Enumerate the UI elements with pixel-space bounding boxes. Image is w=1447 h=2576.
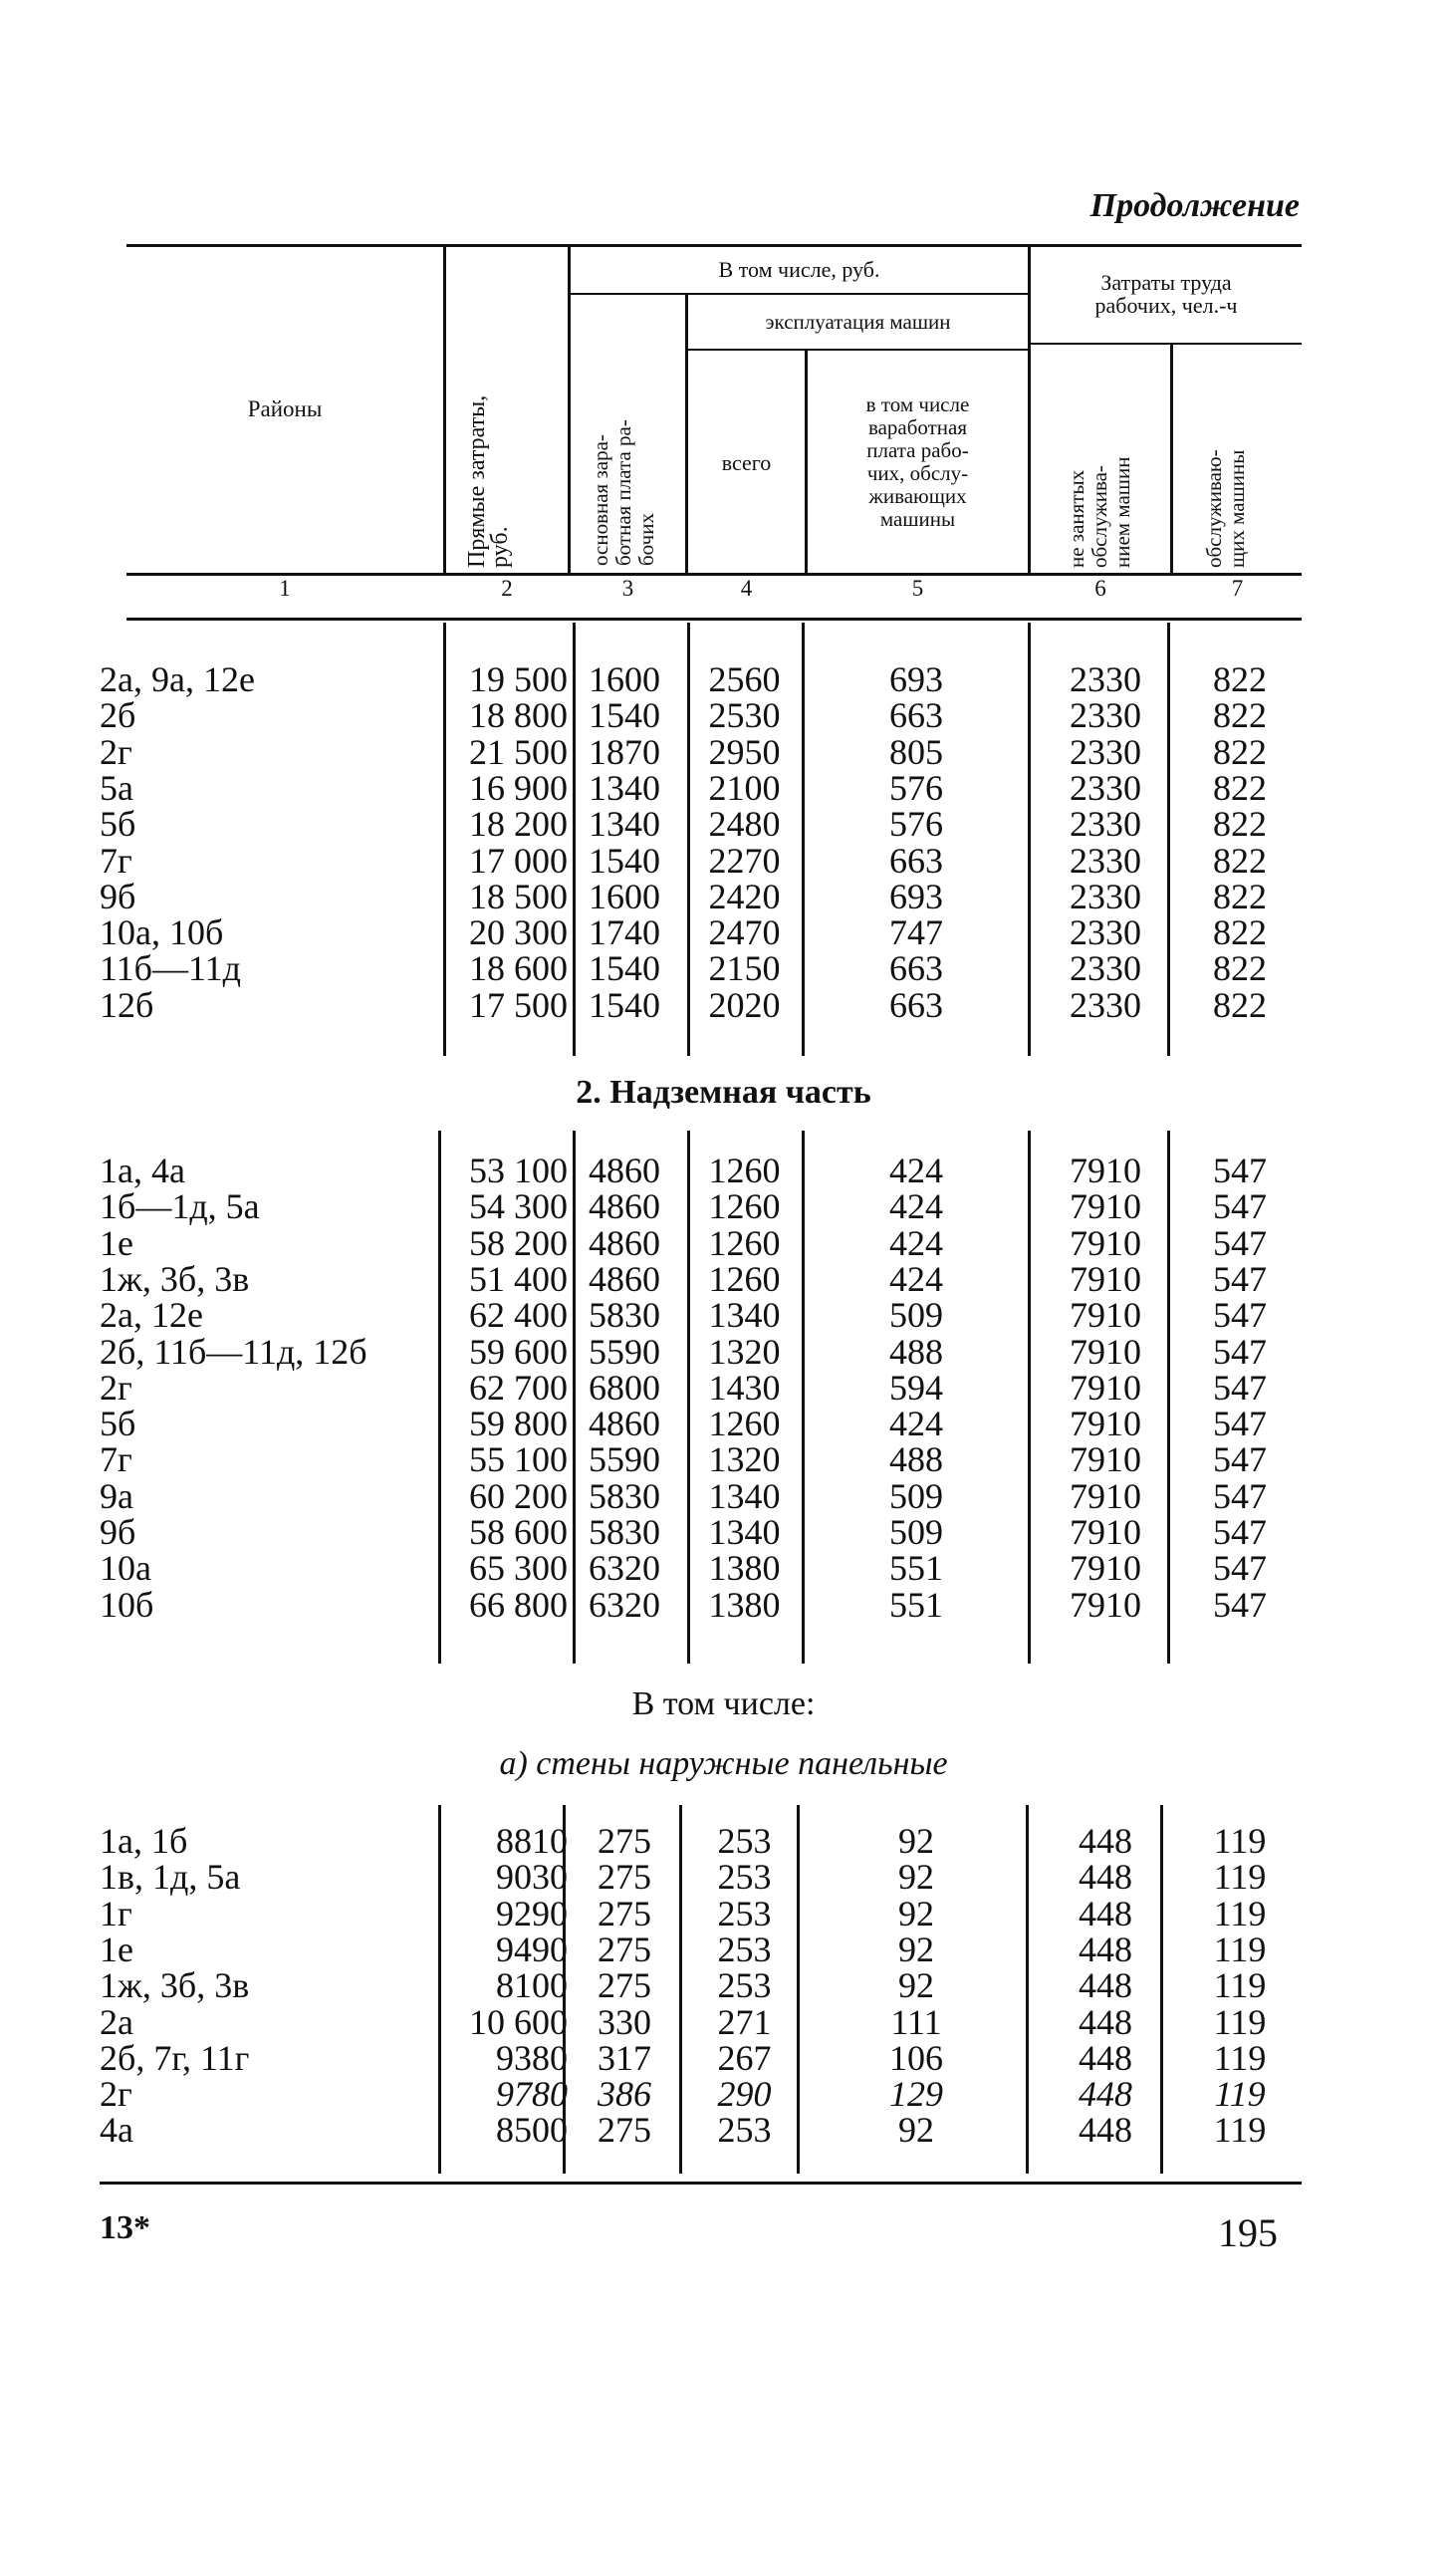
direct-cost-cell: 53 100 [469, 1151, 568, 1190]
region-cell: 2г [100, 1367, 132, 1408]
header-group-machines: эксплуатация машин [765, 309, 951, 334]
machine-total-cell: 253 [717, 1929, 772, 1969]
labor-nonmachine-cell: 7910 [1070, 1222, 1141, 1263]
machine-wage-cell: 129 [889, 2074, 943, 2115]
machine-wage-cell: 509 [889, 1295, 943, 1336]
region-cell: 2б, 7г, 11г [100, 2037, 250, 2078]
labor-nonmachine-cell: 7910 [1070, 1331, 1141, 1372]
machine-total-cell: 1380 [708, 1584, 781, 1625]
machine-wage-cell: 92 [898, 2110, 934, 2151]
direct-cost-cell: 58 600 [469, 1512, 568, 1552]
region-cell: 5а [100, 767, 133, 808]
base-wage-cell: 1600 [589, 876, 660, 916]
direct-cost-cell: 16 900 [469, 767, 568, 808]
labor-nonmachine-cell: 2330 [1070, 767, 1141, 808]
labor-machine-cell: 119 [1213, 2110, 1267, 2151]
header-col2: Прямые затраты, руб. [464, 394, 513, 568]
region-cell: 5б [100, 804, 136, 845]
direct-cost-cell: 62 400 [469, 1295, 568, 1336]
machine-wage-cell: 92 [898, 1821, 934, 1861]
machine-total-cell: 1260 [708, 1151, 781, 1190]
table-row [0, 948, 1447, 989]
table-row [0, 1823, 1447, 1859]
header-col4: всего [721, 449, 772, 475]
direct-cost-cell: 10 600 [469, 2001, 568, 2042]
region-cell: 9б [100, 876, 136, 916]
direct-cost-cell: 59 800 [469, 1404, 568, 1444]
table-row [0, 1514, 1447, 1550]
direct-cost-cell: 18 800 [469, 695, 568, 736]
machine-total-cell: 2530 [708, 695, 781, 736]
table-row [0, 876, 1447, 916]
table-row [0, 1367, 1447, 1408]
labor-machine-cell: 822 [1213, 767, 1267, 808]
machine-total-cell: 267 [717, 2037, 772, 2078]
base-wage-cell: 6320 [589, 1584, 660, 1625]
labor-nonmachine-cell: 448 [1079, 1857, 1132, 1898]
machine-wage-cell: 805 [889, 731, 943, 772]
machine-total-cell: 253 [717, 1965, 772, 2006]
machine-wage-cell: 551 [889, 1584, 943, 1625]
machine-wage-cell: 576 [889, 804, 943, 845]
base-wage-cell: 5590 [589, 1331, 660, 1372]
region-cell: 1а, 4а [100, 1151, 185, 1190]
region-cell: 2б [100, 695, 136, 736]
direct-cost-cell: 18 600 [469, 948, 568, 989]
region-cell: 9а [100, 1475, 133, 1516]
labor-nonmachine-cell: 448 [1079, 2037, 1132, 2078]
machine-total-cell: 2100 [708, 767, 781, 808]
labor-machine-cell: 119 [1213, 1929, 1267, 1969]
base-wage-cell: 4860 [589, 1404, 660, 1444]
region-cell: 2г [100, 2074, 132, 2115]
header-col7: обслуживаю- щих машины [1202, 449, 1249, 568]
base-wage-cell: 5830 [589, 1295, 660, 1336]
base-wage-cell: 5830 [589, 1475, 660, 1516]
region-cell: 4а [100, 2110, 133, 2151]
table-row [0, 2001, 1447, 2042]
labor-nonmachine-cell: 2330 [1070, 695, 1141, 736]
cost-group-rule [568, 293, 1028, 295]
table-row [0, 1331, 1447, 1372]
base-wage-cell: 275 [598, 1893, 651, 1933]
machine-total-cell: 2420 [708, 876, 781, 916]
base-wage-cell: 1600 [589, 659, 660, 699]
region-cell: 7г [100, 840, 132, 881]
table-row [0, 2037, 1447, 2078]
region-cell: 10а [100, 1548, 151, 1589]
base-wage-cell: 317 [598, 2037, 651, 2078]
base-wage-cell: 1540 [589, 948, 660, 989]
region-cell: 2а, 9а, 12е [100, 659, 255, 699]
base-wage-cell: 4860 [589, 1222, 660, 1263]
region-cell: 11б—11д [100, 948, 241, 989]
machine-total-cell: 1340 [708, 1295, 781, 1336]
base-wage-cell: 4860 [589, 1151, 660, 1190]
header-group-labor: Затраты труда рабочих, чел.-ч [1094, 270, 1238, 318]
labor-machine-cell: 547 [1213, 1367, 1267, 1408]
direct-cost-cell: 54 300 [469, 1186, 568, 1227]
base-wage-cell: 1340 [589, 804, 660, 845]
table-row [0, 1965, 1447, 2006]
machine-total-cell: 1260 [708, 1404, 781, 1444]
table-row [0, 912, 1447, 953]
region-cell: 1б—1д, 5а [100, 1186, 260, 1227]
machine-wage-cell: 747 [889, 912, 943, 953]
machine-total-cell: 2950 [708, 731, 781, 772]
table-row [0, 840, 1447, 881]
machine-total-cell: 1320 [708, 1331, 781, 1372]
machine-wage-cell: 488 [889, 1331, 943, 1372]
table-row [0, 1893, 1447, 1933]
labor-machine-cell: 119 [1213, 1893, 1267, 1933]
labor-machine-cell: 119 [1214, 2074, 1266, 2115]
header-col1: Районы [247, 396, 323, 421]
labor-machine-cell: 547 [1213, 1151, 1267, 1190]
base-wage-cell: 275 [598, 1929, 651, 1969]
direct-cost-cell: 8100 [496, 1965, 568, 2006]
region-cell: 10а, 10б [100, 912, 224, 953]
direct-cost-cell: 17 500 [469, 984, 568, 1025]
region-cell: 1а, 1б [100, 1821, 188, 1861]
labor-nonmachine-cell: 2330 [1070, 948, 1141, 989]
header-group-cost: В том числе, руб. [718, 256, 880, 282]
labor-machine-cell: 119 [1213, 2037, 1267, 2078]
base-wage-cell: 330 [598, 2001, 651, 2042]
labor-nonmachine-cell: 448 [1079, 2001, 1132, 2042]
base-wage-cell: 275 [598, 2110, 651, 2151]
direct-cost-cell: 9030 [496, 1857, 568, 1898]
machine-total-cell: 2150 [708, 948, 781, 989]
machine-wage-cell: 92 [898, 1857, 934, 1898]
labor-nonmachine-cell: 7910 [1070, 1295, 1141, 1336]
machine-wage-cell: 594 [889, 1367, 943, 1408]
table-bottom-rule [100, 2182, 1302, 2185]
direct-cost-cell: 9490 [496, 1929, 568, 1969]
labor-nonmachine-cell: 2330 [1070, 840, 1141, 881]
table-row [0, 695, 1447, 736]
machine-wage-cell: 509 [889, 1512, 943, 1552]
machine-wage-cell: 693 [889, 876, 943, 916]
column-number: 6 [1094, 576, 1106, 601]
machine-wage-cell: 663 [889, 695, 943, 736]
base-wage-cell: 1540 [589, 984, 660, 1025]
region-cell: 9б [100, 1512, 136, 1552]
base-wage-cell: 4860 [589, 1186, 660, 1227]
machine-wage-cell: 92 [898, 1893, 934, 1933]
base-wage-cell: 1540 [589, 840, 660, 881]
labor-nonmachine-cell: 7910 [1070, 1584, 1141, 1625]
labor-machine-cell: 547 [1213, 1584, 1267, 1625]
table-row [0, 1857, 1447, 1898]
column-number: 7 [1231, 576, 1244, 601]
table-row [0, 1222, 1447, 1263]
machine-wage-cell: 663 [889, 948, 943, 989]
header-col5: в том числе ваработная плата рабо- чих, обслу- живающих машины [865, 392, 970, 531]
direct-cost-cell: 17 000 [469, 840, 568, 881]
region-cell: 7г [100, 1439, 132, 1480]
labor-nonmachine-cell: 448 [1079, 1965, 1132, 2006]
machine-total-cell: 1340 [708, 1475, 781, 1516]
direct-cost-cell: 55 100 [469, 1439, 568, 1480]
table-row [0, 731, 1447, 772]
labor-machine-cell: 547 [1213, 1439, 1267, 1480]
machine-wage-cell: 424 [889, 1151, 943, 1190]
machine-wage-cell: 488 [889, 1439, 943, 1480]
machine-wage-cell: 106 [889, 2037, 943, 2078]
direct-cost-cell: 9380 [496, 2037, 568, 2078]
labor-nonmachine-cell: 7910 [1070, 1258, 1141, 1299]
machine-total-cell: 253 [717, 1893, 772, 1933]
labor-nonmachine-cell: 2330 [1070, 984, 1141, 1025]
continuation-label: Продолжение [1089, 187, 1300, 224]
machine-wage-cell: 663 [889, 840, 943, 881]
direct-cost-cell: 19 500 [469, 659, 568, 699]
base-wage-cell: 1870 [589, 731, 660, 772]
direct-cost-cell: 59 600 [469, 1331, 568, 1372]
section-2-title: 2. Надземная часть [576, 1074, 871, 1111]
labor-machine-cell: 547 [1213, 1404, 1267, 1444]
region-cell: 2б, 11б—11д, 12б [100, 1331, 367, 1372]
machine-total-cell: 2470 [708, 912, 781, 953]
table-row [0, 1404, 1447, 1444]
direct-cost-cell: 65 300 [469, 1548, 568, 1589]
direct-cost-cell: 9780 [496, 2074, 568, 2115]
labor-nonmachine-cell: 7910 [1070, 1404, 1141, 1444]
labor-machine-cell: 547 [1213, 1186, 1267, 1227]
including-label: В том числе: [631, 1685, 816, 1722]
labor-machine-cell: 547 [1213, 1222, 1267, 1263]
column-number: 5 [911, 576, 924, 601]
machine-total-cell: 253 [717, 1821, 772, 1861]
region-cell: 1е [100, 1222, 133, 1263]
table-row [0, 1153, 1447, 1188]
table-row [0, 1258, 1447, 1299]
machine-wage-cell: 92 [898, 1965, 934, 2006]
machine-total-cell: 2560 [708, 659, 781, 699]
labor-machine-cell: 822 [1213, 840, 1267, 881]
labor-machine-cell: 822 [1213, 731, 1267, 772]
direct-cost-cell: 9290 [496, 1893, 568, 1933]
region-cell: 2а [100, 2001, 133, 2042]
base-wage-cell: 1740 [589, 912, 660, 953]
column-number: 1 [279, 576, 291, 601]
labor-nonmachine-cell: 448 [1079, 2074, 1132, 2115]
labor-nonmachine-cell: 7910 [1070, 1367, 1141, 1408]
machine-wage-cell: 663 [889, 984, 943, 1025]
table-row [0, 1584, 1447, 1625]
labor-nonmachine-cell: 2330 [1070, 804, 1141, 845]
machine-wage-cell: 92 [898, 1929, 934, 1969]
signature-mark: 13* [100, 2209, 150, 2246]
region-cell: 1г [100, 1893, 132, 1933]
direct-cost-cell: 18 200 [469, 804, 568, 845]
table-row [0, 1929, 1447, 1969]
labor-nonmachine-cell: 2330 [1070, 659, 1141, 699]
region-cell: 12б [100, 984, 154, 1025]
machine-total-cell: 1260 [708, 1186, 781, 1227]
region-cell: 1е [100, 1929, 133, 1969]
labor-group-rule [1028, 343, 1302, 345]
labor-nonmachine-cell: 448 [1079, 1893, 1132, 1933]
labor-machine-cell: 547 [1213, 1475, 1267, 1516]
labor-nonmachine-cell: 2330 [1070, 912, 1141, 953]
header-bottom-rule [126, 618, 1302, 621]
labor-machine-cell: 119 [1213, 2001, 1267, 2042]
region-cell: 1ж, 3б, 3в [100, 1965, 250, 2006]
direct-cost-cell: 60 200 [469, 1475, 568, 1516]
base-wage-cell: 1340 [589, 767, 660, 808]
labor-nonmachine-cell: 7910 [1070, 1439, 1141, 1480]
base-wage-cell: 6320 [589, 1548, 660, 1589]
region-cell: 10б [100, 1584, 154, 1625]
base-wage-cell: 6800 [589, 1367, 660, 1408]
labor-machine-cell: 822 [1213, 659, 1267, 699]
labor-machine-cell: 547 [1213, 1295, 1267, 1336]
direct-cost-cell: 18 500 [469, 876, 568, 916]
header-col3: основная зара- ботная плата ра- бочих [589, 419, 658, 566]
labor-nonmachine-cell: 448 [1079, 2110, 1132, 2151]
base-wage-cell: 5590 [589, 1439, 660, 1480]
machine-total-cell: 1260 [708, 1222, 781, 1263]
labor-nonmachine-cell: 7910 [1070, 1512, 1141, 1552]
machine-wage-cell: 509 [889, 1475, 943, 1516]
table-row [0, 1548, 1447, 1589]
table-row [0, 1475, 1447, 1516]
machines-group-rule [687, 349, 1028, 351]
machine-wage-cell: 551 [889, 1548, 943, 1589]
labor-nonmachine-cell: 7910 [1070, 1475, 1141, 1516]
labor-nonmachine-cell: 7910 [1070, 1151, 1141, 1190]
column-number: 2 [501, 576, 513, 601]
machine-total-cell: 2270 [708, 840, 781, 881]
column-number: 3 [621, 576, 634, 601]
labor-machine-cell: 547 [1213, 1331, 1267, 1372]
labor-nonmachine-cell: 7910 [1070, 1186, 1141, 1227]
direct-cost-cell: 62 700 [469, 1367, 568, 1408]
labor-machine-cell: 547 [1213, 1548, 1267, 1589]
column-number: 4 [740, 576, 753, 601]
base-wage-cell: 1540 [589, 695, 660, 736]
labor-machine-cell: 119 [1213, 1965, 1267, 2006]
machine-total-cell: 1430 [708, 1367, 781, 1408]
direct-cost-cell: 66 800 [469, 1584, 568, 1625]
direct-cost-cell: 58 200 [469, 1222, 568, 1263]
labor-machine-cell: 547 [1213, 1512, 1267, 1552]
machine-total-cell: 2480 [708, 804, 781, 845]
machine-total-cell: 253 [717, 1857, 772, 1898]
table-row [0, 1439, 1447, 1480]
base-wage-cell: 275 [598, 1965, 651, 2006]
machine-total-cell: 2020 [708, 984, 781, 1025]
machine-total-cell: 1340 [708, 1512, 781, 1552]
machine-wage-cell: 693 [889, 659, 943, 699]
base-wage-cell: 275 [598, 1857, 651, 1898]
table-row [0, 1186, 1447, 1227]
labor-machine-cell: 822 [1213, 804, 1267, 845]
base-wage-cell: 275 [598, 1821, 651, 1861]
labor-nonmachine-cell: 2330 [1070, 731, 1141, 772]
machine-wage-cell: 424 [889, 1186, 943, 1227]
direct-cost-cell: 8810 [496, 1821, 568, 1861]
machine-total-cell: 1320 [708, 1439, 781, 1480]
labor-machine-cell: 822 [1213, 695, 1267, 736]
region-cell: 2г [100, 731, 132, 772]
header-divider [568, 244, 571, 573]
region-cell: 5б [100, 1404, 136, 1444]
machine-total-cell: 1380 [708, 1548, 781, 1589]
labor-nonmachine-cell: 448 [1079, 1929, 1132, 1969]
machine-wage-cell: 424 [889, 1258, 943, 1299]
direct-cost-cell: 51 400 [469, 1258, 568, 1299]
table-row [0, 661, 1447, 697]
header-col6: не занятых обслужива- нием машин [1065, 456, 1134, 568]
direct-cost-cell: 20 300 [469, 912, 568, 953]
table-row [0, 767, 1447, 808]
labor-nonmachine-cell: 7910 [1070, 1548, 1141, 1589]
labor-machine-cell: 119 [1213, 1857, 1267, 1898]
labor-machine-cell: 822 [1213, 948, 1267, 989]
machine-total-cell: 271 [717, 2001, 772, 2042]
machine-total-cell: 253 [717, 2110, 772, 2151]
table-row [0, 1295, 1447, 1336]
region-cell: 1ж, 3б, 3в [100, 1258, 250, 1299]
machine-wage-cell: 424 [889, 1404, 943, 1444]
base-wage-cell: 5830 [589, 1512, 660, 1552]
labor-machine-cell: 822 [1213, 912, 1267, 953]
machine-total-cell: 1260 [708, 1258, 781, 1299]
table-row [0, 2074, 1447, 2115]
machine-wage-cell: 576 [889, 767, 943, 808]
labor-machine-cell: 822 [1213, 984, 1267, 1025]
labor-machine-cell: 547 [1213, 1258, 1267, 1299]
region-cell: 1в, 1д, 5а [100, 1857, 241, 1898]
page-number: 195 [1218, 2210, 1278, 2255]
base-wage-cell: 4860 [589, 1258, 660, 1299]
table-row [0, 2110, 1447, 2151]
direct-cost-cell: 8500 [496, 2110, 568, 2151]
table-row [0, 804, 1447, 845]
labor-nonmachine-cell: 448 [1079, 1821, 1132, 1861]
machine-wage-cell: 111 [890, 2001, 942, 2042]
direct-cost-cell: 21 500 [469, 731, 568, 772]
base-wage-cell: 386 [598, 2074, 651, 2115]
labor-machine-cell: 822 [1213, 876, 1267, 916]
labor-machine-cell: 119 [1213, 1821, 1267, 1861]
region-cell: 2а, 12е [100, 1295, 203, 1336]
header-divider [443, 244, 446, 573]
machine-total-cell: 290 [717, 2074, 772, 2115]
table-row [0, 984, 1447, 1025]
machine-wage-cell: 424 [889, 1222, 943, 1263]
labor-nonmachine-cell: 2330 [1070, 876, 1141, 916]
subsection-a-title: а) стены наружные панельные [499, 1745, 948, 1782]
header-divider [1170, 345, 1173, 573]
